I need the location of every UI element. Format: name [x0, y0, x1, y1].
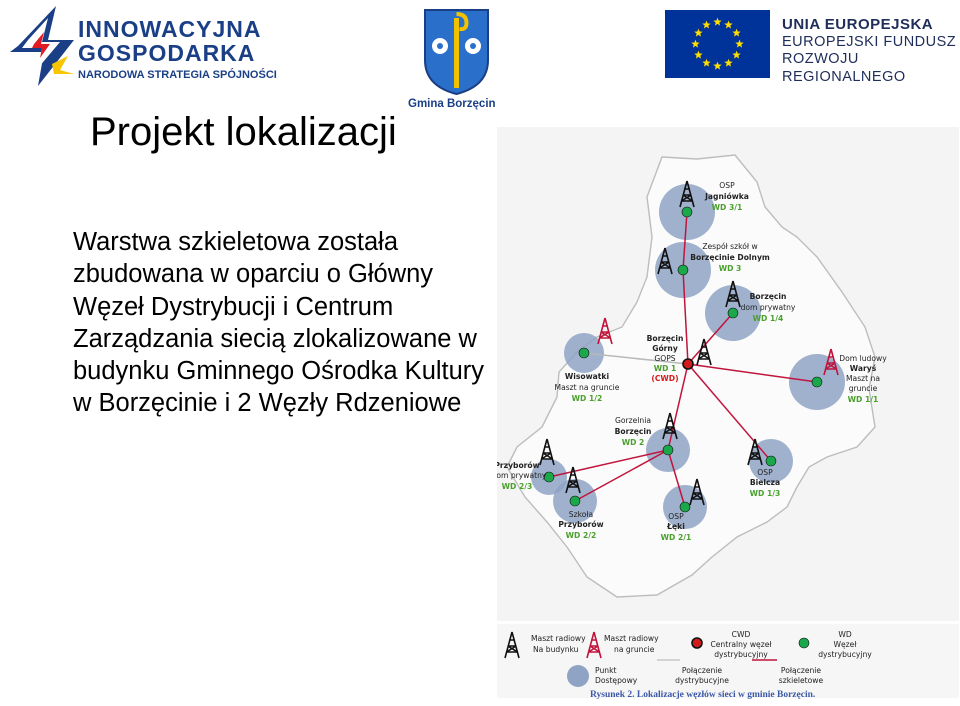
- label-gorny-5: (CWD): [651, 374, 679, 383]
- mast-ground-legend-icon: [587, 632, 601, 658]
- label-wisowatki-2: Maszt na gruncie: [554, 383, 620, 392]
- wd-node-gorzelnia: [663, 445, 673, 455]
- legend-dist-link-2: dystrybucyjne: [675, 676, 729, 685]
- label-waryz-3: Maszt na: [845, 374, 881, 383]
- label-gorny-2: Górny: [652, 344, 678, 353]
- legend-mast-building-2: Na budynku: [533, 645, 579, 654]
- gmina-coat-of-arms: [423, 8, 490, 96]
- figure-caption: Rysunek 2. Lokalizacje węzłów sieci w gminie Borzęcin.: [590, 690, 816, 700]
- legend-cwd-2: Centralny węzeł: [710, 640, 772, 649]
- logo-line-3: NARODOWA STRATEGIA SPÓJNOŚCI: [78, 69, 277, 81]
- legend-wd-2: Węzeł: [833, 640, 857, 649]
- label-bielcza-3: WD 1/3: [749, 489, 781, 498]
- wd-node-jagniowka: [682, 207, 692, 217]
- label-gorny-1: Borzęcin: [646, 334, 684, 343]
- label-bielcza-2: Bielcza: [749, 478, 781, 487]
- access-point-legend-dot: [567, 665, 589, 687]
- legend-dist-link-1: Połączenie: [681, 666, 723, 675]
- label-gorzelnia-2: Borzęcin: [614, 427, 652, 436]
- slide-title: Projekt lokalizacji: [90, 110, 397, 154]
- cwd-legend-dot: [692, 638, 702, 648]
- wd-node-waryz: [812, 377, 822, 387]
- label-dolny-3: WD 3: [718, 264, 742, 273]
- label-leki-1: OSP: [668, 512, 684, 521]
- label-borzecin-3: WD 1/4: [752, 314, 784, 323]
- legend-cwd-1: CWD: [731, 630, 751, 639]
- legend-wd-3: dystrybucyjny: [818, 650, 872, 659]
- label-gorny-3: GOPS: [654, 354, 676, 363]
- eu-line-1: UNIA EUROPEJSKA: [782, 16, 934, 33]
- label-borzecin-2: dom prywatny: [740, 303, 796, 312]
- wd-node-leki: [680, 502, 690, 512]
- label-waryz-4: gruncie: [848, 384, 878, 393]
- wd-node-wisowatki: [579, 348, 589, 358]
- label-bielcza-1: OSP: [757, 468, 773, 477]
- logo-line-1: INNOWACYJNA: [78, 16, 262, 42]
- legend-backbone-link-1: Połączenie: [780, 666, 822, 675]
- label-szkola-3: WD 2/2: [565, 531, 597, 540]
- label-leki-3: WD 2/1: [660, 533, 692, 542]
- label-waryz-2: Waryś: [849, 364, 877, 373]
- network-map: [497, 127, 959, 621]
- label-przyborow-dom-2: dom prywatny: [497, 471, 547, 480]
- legend-access-point-2: Dostępowy: [595, 676, 638, 685]
- label-dolny-2: Borzęcinie Dolnym: [690, 253, 770, 262]
- label-gorzelnia-1: Gorzelnia: [615, 416, 651, 425]
- eu-line-2: EUROPEJSKI FUNDUSZ: [782, 34, 957, 50]
- logo-line-2: GOSPODARKA: [78, 40, 256, 66]
- label-szkola-2: Przyborów: [558, 520, 604, 529]
- legend-access-point-1: Punkt: [595, 666, 617, 675]
- label-gorzelnia-3: WD 2: [621, 438, 645, 447]
- legend-wd-1: WD: [838, 630, 852, 639]
- wd-node-dolny: [678, 265, 688, 275]
- eu-flag-icon: [665, 10, 770, 78]
- mast-building-legend-icon: [505, 632, 519, 658]
- label-przyborow-dom-3: WD 2/3: [501, 482, 533, 491]
- eu-wordmark: [782, 16, 960, 86]
- wd-legend-dot: [799, 638, 809, 648]
- star-emblem-icon: [8, 4, 78, 88]
- label-jagniowka-3: WD 3/1: [711, 203, 743, 212]
- wd-node-szkola: [570, 496, 580, 506]
- label-jagniowka-2: Jagniówka: [705, 192, 749, 201]
- gmina-label: Gmina Borzęcin: [408, 98, 496, 110]
- wd-node-borzecin-prywatny: [728, 308, 738, 318]
- legend-cwd-3: dystrybucyjny: [714, 650, 768, 659]
- cwd-node-gorny: [683, 359, 693, 369]
- label-waryz-1: Dom ludowy: [839, 354, 887, 363]
- label-jagniowka-1: OSP: [719, 181, 735, 190]
- map-legend: [497, 624, 959, 698]
- label-waryz-5: WD 1/1: [847, 395, 879, 404]
- legend-mast-ground-1: Maszt radiowy: [604, 634, 659, 643]
- slide-body-text: Warstwa szkieletowa została zbudowana w oparciu o Główny Węzeł Dystrybucji i Centrum Zarządzania siecią zlokalizowane w budynku Gminnego Ośrodka Kultury w Borzęcinie i 2 Węzły Rdzeniowe: [73, 228, 485, 418]
- label-przyborow-dom-1: Przyborów: [497, 461, 540, 470]
- legend-backbone-link-2: szkieletowe: [778, 676, 824, 685]
- wd-node-bielcza: [766, 456, 776, 466]
- label-wisowatki-1: Wisowatki: [564, 372, 610, 381]
- legend-mast-building-1: Maszt radiowy: [531, 634, 586, 643]
- legend-mast-ground-2: na gruncie: [614, 645, 655, 654]
- label-dolny-1: Zespół szkół w: [702, 242, 758, 251]
- innowacyjna-gospodarka-wordmark: [78, 18, 277, 81]
- label-leki-2: Łęki: [667, 522, 685, 531]
- label-borzecin-1: Borzęcin: [749, 292, 787, 301]
- label-szkola-1: Szkoła: [568, 510, 594, 519]
- eu-line-3: ROZWOJU REGIONALNEGO: [782, 51, 906, 85]
- label-wisowatki-3: WD 1/2: [571, 394, 603, 403]
- label-gorny-4: WD 1: [653, 364, 677, 373]
